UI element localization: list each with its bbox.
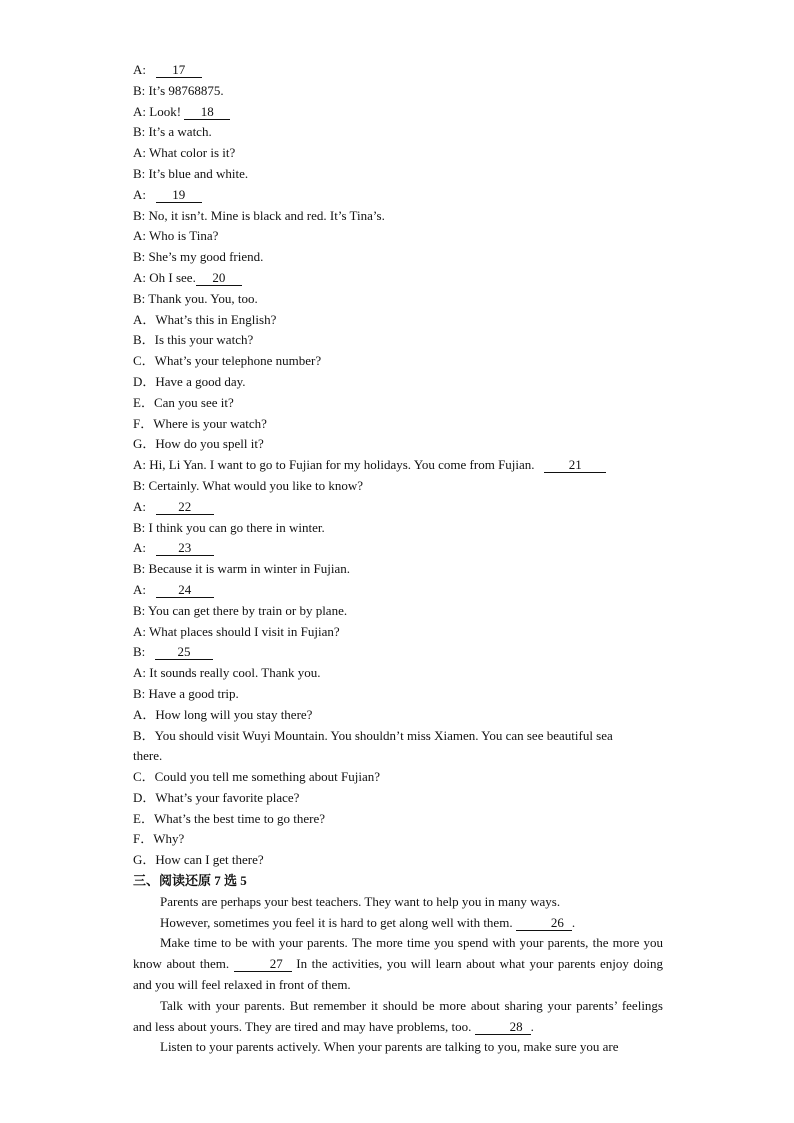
dialog2-line-22 [133, 497, 663, 518]
paragraph-text: In the activities, you will learn about what your parents enjoy doing and you will feel relaxed in front of them. [133, 956, 664, 993]
dialog1-line-20 [133, 268, 663, 289]
paragraph-text: Talk with your parents. But remember it should be more about sharing your parents’ feelings and less about yours. They are tired and may have problems, too. [133, 997, 663, 1034]
answer-blank-17: 17 [156, 63, 202, 78]
speaker-label: A: [133, 186, 146, 202]
dialog1-line: B: It’s blue and white. [133, 165, 249, 181]
dialog1-line: B: It’s a watch. [133, 124, 212, 140]
answer-blank-27: 27 [234, 957, 292, 972]
option-f: F．Why? [133, 831, 185, 847]
paragraph-text: However, sometimes you feel it is hard to get along well with them. [160, 914, 516, 930]
line-text: A: Oh I see. [133, 269, 196, 285]
speaker-label: A: [133, 540, 146, 556]
answer-blank-21: 21 [544, 458, 606, 473]
speaker-label: B: [133, 644, 146, 660]
line-text: A: Look! [133, 103, 185, 119]
option-b: B．You should visit Wuyi Mountain. You shouldn’t miss Xiamen. You can see beautiful sea [133, 727, 613, 743]
dialog2-line-21 [133, 455, 663, 476]
paragraph-text: Make time to be with your parents. The more time you spend with your parents, the more you know about them. [133, 935, 663, 972]
dialog1-line-17 [133, 60, 663, 81]
dialog1-line: B: It’s 98768875. [133, 82, 224, 98]
dialog2-line: B: You can get there by train or by plane. [133, 602, 348, 618]
paragraph-2 [133, 913, 663, 934]
answer-blank-23: 23 [156, 541, 214, 556]
answer-blank-26: 26 [516, 916, 572, 931]
dialog2-line: B: Certainly. What would you like to know? [133, 477, 363, 493]
option-a: A．What’s this in English? [133, 311, 277, 327]
dialog1-line-18 [133, 102, 663, 123]
speaker-label: A: [133, 581, 146, 597]
option-f: F．Where is your watch? [133, 415, 267, 431]
paragraph-1: Parents are perhaps your best teachers. They want to help you in many ways. [160, 893, 561, 909]
dialog2-line: A: What places should I visit in Fujian? [133, 623, 340, 639]
dialog1-line: A: What color is it? [133, 145, 236, 161]
answer-blank-19: 19 [156, 188, 202, 203]
option-g: G．How can I get there? [133, 852, 264, 868]
dialog1-line: B: Thank you. You, too. [133, 290, 258, 306]
option-d: D．Have a good day. [133, 373, 246, 389]
option-c: C．What’s your telephone number? [133, 353, 322, 369]
line-text: A: Hi, Li Yan. I want to go to Fujian for my holidays. You come from Fujian. [133, 457, 535, 473]
dialog2-line-25 [133, 642, 663, 663]
dialog2-line: B: Have a good trip. [133, 685, 239, 701]
option-g: G．How do you spell it? [133, 436, 264, 452]
answer-blank-20: 20 [196, 271, 242, 286]
option-a: A．How long will you stay there? [133, 706, 313, 722]
section-heading: 三、阅读还原 7 选 5 [133, 873, 247, 889]
dialog2-line-24 [133, 580, 663, 601]
option-d: D．What’s your favorite place? [133, 789, 300, 805]
option-b: B．Is this your watch? [133, 332, 254, 348]
dialog2-line: A: It sounds really cool. Thank you. [133, 665, 321, 681]
speaker-label: A: [133, 498, 146, 514]
dialog1-line: B: No, it isn’t. Mine is black and red. It’s Tina’s. [133, 207, 385, 223]
dialog2-line-23 [133, 538, 663, 559]
dialog1-line: B: She’s my good friend. [133, 249, 264, 265]
answer-blank-25: 25 [155, 645, 213, 660]
paragraph-5: Listen to your parents actively. When your parents are talking to you, make sure you are [160, 1039, 619, 1055]
dialog1-line: A: Who is Tina? [133, 228, 219, 244]
answer-blank-24: 24 [156, 583, 214, 598]
option-e: E．Can you see it? [133, 394, 234, 410]
dialog2-line: B: Because it is warm in winter in Fujian. [133, 561, 350, 577]
paragraph-text: . [530, 1018, 534, 1034]
option-b-continued: there. [133, 748, 163, 764]
option-c: C．Could you tell me something about Fujian? [133, 769, 380, 785]
paragraph-4 [133, 996, 663, 1038]
answer-blank-18: 18 [184, 105, 230, 120]
answer-blank-22: 22 [156, 500, 214, 515]
option-e: E．What’s the best time to go there? [133, 810, 326, 826]
paragraph-text: . [571, 914, 576, 930]
paragraph-3 [133, 933, 663, 995]
dialog2-line: B: I think you can go there in winter. [133, 519, 325, 535]
speaker-label: A: [133, 62, 146, 77]
dialog1-line-19 [133, 185, 663, 206]
document-content [133, 60, 663, 1058]
answer-blank-28: 28 [475, 1020, 531, 1035]
